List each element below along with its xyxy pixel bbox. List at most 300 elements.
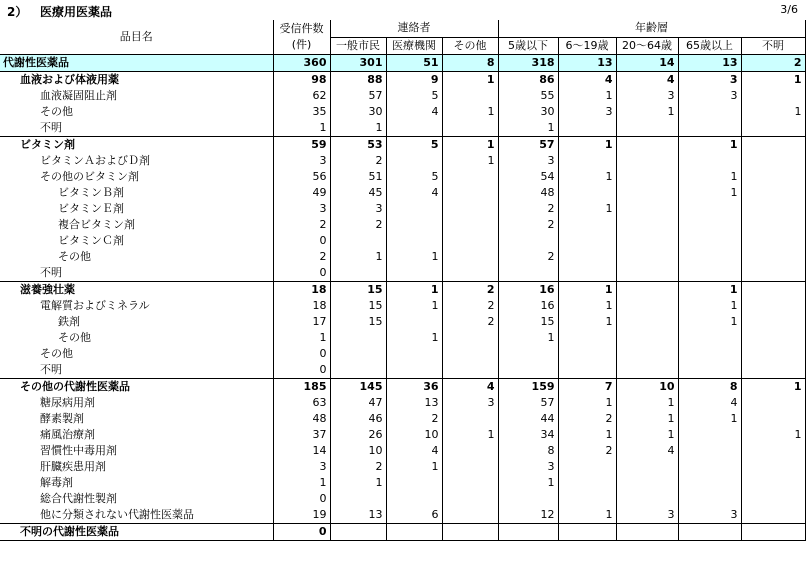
cell-contact-medical	[386, 201, 442, 217]
cell-contact-medical	[386, 346, 442, 362]
cell-age-under5: 16	[498, 281, 558, 298]
cell-contact-public: 1	[330, 120, 386, 137]
cell-contact-other	[442, 475, 498, 491]
cell-age-6-19	[558, 265, 616, 282]
cell-age-unknown	[741, 120, 805, 137]
cell-age-unknown	[741, 346, 805, 362]
cell-contact-public: 145	[330, 378, 386, 395]
cell-age-65plus	[678, 491, 741, 507]
cell-contact-other	[442, 491, 498, 507]
table-header	[0, 20, 805, 54]
cell-age-20-64	[616, 475, 678, 491]
table-row	[0, 217, 805, 233]
row-label: その他のビタミン剤	[40, 169, 139, 183]
cell-age-6-19: 13	[558, 54, 616, 71]
cell-age-under5	[498, 362, 558, 379]
cell-contact-medical: 4	[386, 443, 442, 459]
cell-age-under5: 2	[498, 217, 558, 233]
cell-contact-medical: 5	[386, 169, 442, 185]
cell-age-unknown	[741, 395, 805, 411]
row-label: 総合代謝性製剤	[40, 491, 117, 505]
row-label: 習慣性中毒用剤	[40, 443, 117, 457]
cell-contact-medical	[386, 120, 442, 137]
row-label: 血液および体液用薬	[0, 71, 273, 88]
row-label: その他	[58, 249, 91, 263]
cell-age-20-64	[616, 136, 678, 153]
header-received	[273, 20, 330, 54]
cell-contact-other: 2	[442, 298, 498, 314]
cell-age-65plus: 1	[678, 411, 741, 427]
table-row	[0, 265, 805, 282]
cell-contact-other	[442, 507, 498, 524]
cell-contact-other	[442, 330, 498, 346]
cell-received: 0	[273, 362, 330, 379]
cell-age-under5	[498, 346, 558, 362]
cell-age-20-64: 1	[616, 395, 678, 411]
table-row	[0, 120, 805, 137]
header-contact-public: 一般市民	[330, 37, 386, 54]
cell-received: 49	[273, 185, 330, 201]
table-row	[0, 298, 805, 314]
row-label: 解毒剤	[40, 475, 73, 489]
cell-age-unknown: 1	[741, 427, 805, 443]
cell-age-under5: 44	[498, 411, 558, 427]
cell-age-unknown	[741, 298, 805, 314]
cell-age-65plus	[678, 104, 741, 120]
cell-received: 62	[273, 88, 330, 104]
cell-age-20-64: 14	[616, 54, 678, 71]
cell-age-20-64: 4	[616, 443, 678, 459]
cell-contact-public: 47	[330, 395, 386, 411]
row-label: 血液凝固阻止剤	[40, 88, 117, 102]
cell-received: 0	[273, 491, 330, 507]
page-number: 3/6	[780, 3, 798, 16]
header-age-65plus: 65歳以上	[678, 37, 741, 54]
row-label: ビタミンＢ剤	[58, 185, 124, 199]
cell-contact-public	[330, 362, 386, 379]
cell-age-unknown	[741, 443, 805, 459]
cell-age-65plus	[678, 120, 741, 137]
cell-contact-other: 1	[442, 136, 498, 153]
cell-age-6-19	[558, 362, 616, 379]
cell-age-20-64	[616, 523, 678, 540]
cell-contact-medical	[386, 491, 442, 507]
cell-contact-other: 2	[442, 281, 498, 298]
cell-contact-medical: 51	[386, 54, 442, 71]
cell-age-under5: 48	[498, 185, 558, 201]
cell-age-6-19: 1	[558, 169, 616, 185]
cell-received: 0	[273, 265, 330, 282]
cell-contact-medical: 10	[386, 427, 442, 443]
cell-age-unknown	[741, 362, 805, 379]
cell-age-20-64	[616, 185, 678, 201]
cell-age-under5: 55	[498, 88, 558, 104]
section-title: 医療用医薬品	[40, 5, 113, 19]
cell-age-unknown	[741, 249, 805, 265]
row-label: 滋養強壮薬	[0, 281, 273, 298]
table-row	[0, 459, 805, 475]
cell-contact-other	[442, 169, 498, 185]
cell-contact-other: 1	[442, 71, 498, 88]
cell-age-6-19: 2	[558, 411, 616, 427]
cell-contact-public: 301	[330, 54, 386, 71]
cell-age-65plus: 3	[678, 71, 741, 88]
cell-age-6-19: 1	[558, 507, 616, 524]
table-row	[0, 169, 805, 185]
row-label: 不明	[40, 265, 62, 279]
cell-contact-medical: 9	[386, 71, 442, 88]
cell-age-20-64: 3	[616, 507, 678, 524]
cell-contact-public: 1	[330, 249, 386, 265]
table-row	[0, 346, 805, 362]
cell-age-20-64	[616, 169, 678, 185]
cell-age-6-19: 1	[558, 298, 616, 314]
cell-contact-medical: 1	[386, 298, 442, 314]
cell-received: 3	[273, 153, 330, 169]
cell-age-65plus: 1	[678, 314, 741, 330]
cell-age-20-64	[616, 362, 678, 379]
cell-age-under5	[498, 265, 558, 282]
cell-contact-public: 2	[330, 459, 386, 475]
cell-age-unknown	[741, 265, 805, 282]
cell-age-unknown	[741, 314, 805, 330]
cell-contact-other	[442, 523, 498, 540]
row-label: ビタミンＣ剤	[58, 233, 124, 247]
cell-age-65plus	[678, 330, 741, 346]
row-label: 他に分類されない代謝性医薬品	[40, 507, 194, 521]
cell-age-6-19: 1	[558, 88, 616, 104]
cell-contact-medical	[386, 217, 442, 233]
cell-age-65plus: 1	[678, 169, 741, 185]
row-label: 代謝性医薬品	[0, 54, 273, 71]
cell-contact-public	[330, 523, 386, 540]
cell-received: 14	[273, 443, 330, 459]
cell-received: 37	[273, 427, 330, 443]
cell-age-65plus	[678, 443, 741, 459]
cell-age-unknown	[741, 475, 805, 491]
cell-age-65plus	[678, 475, 741, 491]
cell-contact-public	[330, 265, 386, 282]
cell-age-65plus	[678, 427, 741, 443]
cell-age-65plus: 1	[678, 298, 741, 314]
cell-contact-medical: 5	[386, 136, 442, 153]
cell-age-6-19: 1	[558, 281, 616, 298]
cell-age-65plus	[678, 523, 741, 540]
cell-received: 48	[273, 411, 330, 427]
table-row	[0, 54, 805, 71]
header-received-line2: (件)	[291, 37, 312, 51]
cell-age-unknown	[741, 185, 805, 201]
cell-age-20-64	[616, 265, 678, 282]
cell-age-20-64	[616, 491, 678, 507]
cell-received: 59	[273, 136, 330, 153]
table-row	[0, 475, 805, 491]
cell-age-6-19	[558, 346, 616, 362]
cell-age-unknown	[741, 233, 805, 249]
table-row	[0, 249, 805, 265]
table-row	[0, 362, 805, 379]
cell-age-65plus	[678, 217, 741, 233]
cell-received: 35	[273, 104, 330, 120]
row-label: その他	[58, 330, 91, 344]
row-label: 酵素製剤	[40, 411, 84, 425]
cell-age-under5: 3	[498, 153, 558, 169]
cell-contact-medical	[386, 362, 442, 379]
cell-age-under5: 34	[498, 427, 558, 443]
cell-age-6-19: 1	[558, 395, 616, 411]
cell-age-unknown: 1	[741, 104, 805, 120]
cell-contact-public	[330, 233, 386, 249]
cell-contact-medical	[386, 314, 442, 330]
row-label: 不明	[40, 362, 62, 376]
cell-age-65plus	[678, 201, 741, 217]
cell-age-unknown: 1	[741, 378, 805, 395]
cell-age-under5	[498, 233, 558, 249]
cell-received: 2	[273, 249, 330, 265]
table-row	[0, 330, 805, 346]
cell-contact-medical	[386, 153, 442, 169]
cell-contact-public	[330, 346, 386, 362]
cell-age-20-64	[616, 233, 678, 249]
cell-contact-other	[442, 362, 498, 379]
cell-contact-medical	[386, 265, 442, 282]
cell-age-unknown	[741, 281, 805, 298]
table-row	[0, 136, 805, 153]
cell-contact-public: 88	[330, 71, 386, 88]
cell-contact-other	[442, 233, 498, 249]
cell-received: 3	[273, 201, 330, 217]
table-row	[0, 314, 805, 330]
cell-contact-public: 30	[330, 104, 386, 120]
cell-age-20-64	[616, 281, 678, 298]
cell-age-65plus: 4	[678, 395, 741, 411]
header-item-name: 品目名	[0, 20, 273, 54]
cell-age-65plus	[678, 153, 741, 169]
cell-contact-public: 1	[330, 475, 386, 491]
cell-age-under5: 57	[498, 136, 558, 153]
table-row	[0, 88, 805, 104]
cell-contact-other	[442, 443, 498, 459]
row-label: ビタミンＡおよびＤ剤	[40, 153, 150, 167]
cell-received: 1	[273, 330, 330, 346]
cell-contact-other: 1	[442, 427, 498, 443]
cell-contact-public: 13	[330, 507, 386, 524]
cell-age-under5: 57	[498, 395, 558, 411]
cell-age-20-64	[616, 459, 678, 475]
cell-contact-public	[330, 491, 386, 507]
table-row	[0, 281, 805, 298]
cell-age-20-64: 10	[616, 378, 678, 395]
cell-contact-public: 57	[330, 88, 386, 104]
cell-age-65plus	[678, 459, 741, 475]
cell-age-unknown	[741, 153, 805, 169]
cell-contact-other	[442, 120, 498, 137]
cell-contact-other	[442, 217, 498, 233]
cell-age-6-19: 4	[558, 71, 616, 88]
cell-age-65plus	[678, 362, 741, 379]
cell-age-under5: 12	[498, 507, 558, 524]
table-row	[0, 201, 805, 217]
cell-received: 63	[273, 395, 330, 411]
cell-received: 1	[273, 120, 330, 137]
row-label: 複合ビタミン剤	[58, 217, 135, 231]
cell-age-under5: 16	[498, 298, 558, 314]
cell-contact-other: 1	[442, 153, 498, 169]
row-label: 肝臓疾患用剤	[40, 459, 106, 473]
cell-age-6-19: 1	[558, 314, 616, 330]
cell-age-6-19: 1	[558, 201, 616, 217]
table-row	[0, 491, 805, 507]
cell-contact-other	[442, 201, 498, 217]
cell-age-20-64	[616, 249, 678, 265]
row-label: その他	[40, 104, 73, 118]
table-row	[0, 378, 805, 395]
cell-age-6-19	[558, 491, 616, 507]
row-label: 不明の代謝性医薬品	[0, 523, 273, 540]
cell-age-6-19	[558, 249, 616, 265]
cell-age-under5	[498, 491, 558, 507]
cell-contact-public: 15	[330, 281, 386, 298]
header-age-6-19: 6～19歳	[558, 37, 616, 54]
cell-age-20-64: 3	[616, 88, 678, 104]
cell-contact-medical: 1	[386, 330, 442, 346]
row-label: その他	[40, 346, 73, 360]
cell-received: 2	[273, 217, 330, 233]
cell-age-6-19	[558, 120, 616, 137]
cell-age-under5: 8	[498, 443, 558, 459]
cell-age-20-64	[616, 330, 678, 346]
row-label: ビタミンＥ剤	[58, 201, 124, 215]
cell-age-65plus: 1	[678, 136, 741, 153]
section-number: 2）	[7, 5, 28, 19]
cell-age-65plus: 1	[678, 185, 741, 201]
table-row	[0, 395, 805, 411]
cell-received: 98	[273, 71, 330, 88]
cell-age-under5: 1	[498, 120, 558, 137]
cell-age-6-19: 2	[558, 443, 616, 459]
cell-age-65plus: 1	[678, 281, 741, 298]
cell-age-20-64	[616, 217, 678, 233]
cell-contact-public: 2	[330, 217, 386, 233]
cell-age-under5: 3	[498, 459, 558, 475]
cell-age-unknown	[741, 411, 805, 427]
cell-age-unknown	[741, 491, 805, 507]
cell-age-under5: 2	[498, 201, 558, 217]
cell-age-6-19	[558, 233, 616, 249]
cell-received: 18	[273, 281, 330, 298]
cell-age-under5: 54	[498, 169, 558, 185]
row-label: 不明	[40, 120, 62, 134]
cell-received: 0	[273, 346, 330, 362]
cell-contact-public: 53	[330, 136, 386, 153]
cell-age-6-19	[558, 459, 616, 475]
report-header	[0, 0, 806, 20]
cell-contact-other	[442, 185, 498, 201]
cell-age-unknown	[741, 217, 805, 233]
cell-age-under5	[498, 523, 558, 540]
cell-age-65plus	[678, 346, 741, 362]
row-label: ビタミン剤	[0, 136, 273, 153]
cell-age-under5: 318	[498, 54, 558, 71]
cell-age-20-64: 4	[616, 71, 678, 88]
cell-age-20-64	[616, 120, 678, 137]
cell-age-6-19	[558, 153, 616, 169]
cell-age-20-64	[616, 314, 678, 330]
cell-age-unknown	[741, 136, 805, 153]
cell-contact-medical: 13	[386, 395, 442, 411]
cell-contact-medical: 1	[386, 281, 442, 298]
table-row	[0, 523, 805, 540]
cell-contact-other	[442, 346, 498, 362]
cell-contact-medical: 6	[386, 507, 442, 524]
cell-contact-public: 2	[330, 153, 386, 169]
cell-age-20-64: 1	[616, 427, 678, 443]
cell-received: 3	[273, 459, 330, 475]
cell-received: 360	[273, 54, 330, 71]
cell-contact-medical: 1	[386, 459, 442, 475]
cell-age-under5: 15	[498, 314, 558, 330]
cell-age-6-19: 1	[558, 136, 616, 153]
cell-age-unknown	[741, 523, 805, 540]
cell-received: 1	[273, 475, 330, 491]
cell-age-65plus: 3	[678, 507, 741, 524]
table-row	[0, 153, 805, 169]
cell-received: 0	[273, 233, 330, 249]
cell-contact-public: 51	[330, 169, 386, 185]
cell-age-6-19	[558, 523, 616, 540]
row-label: 痛風治療剤	[40, 427, 95, 441]
cell-contact-other: 8	[442, 54, 498, 71]
cell-age-6-19	[558, 475, 616, 491]
cell-age-under5: 1	[498, 330, 558, 346]
cell-age-65plus	[678, 233, 741, 249]
cell-age-20-64: 1	[616, 104, 678, 120]
cell-contact-other	[442, 265, 498, 282]
cell-contact-medical	[386, 475, 442, 491]
table-row	[0, 507, 805, 524]
cell-contact-other: 1	[442, 104, 498, 120]
cell-contact-medical: 36	[386, 378, 442, 395]
row-label: 鉄剤	[58, 314, 80, 328]
cell-contact-public: 3	[330, 201, 386, 217]
table-row	[0, 427, 805, 443]
cell-contact-medical: 2	[386, 411, 442, 427]
header-contact-other: その他	[442, 37, 498, 54]
cell-contact-medical	[386, 233, 442, 249]
cell-contact-other: 4	[442, 378, 498, 395]
cell-age-65plus: 3	[678, 88, 741, 104]
cell-contact-medical: 5	[386, 88, 442, 104]
header-contact-medical: 医療機関	[386, 37, 442, 54]
cell-age-under5: 1	[498, 475, 558, 491]
cell-contact-medical	[386, 523, 442, 540]
table-row	[0, 443, 805, 459]
cell-age-under5: 30	[498, 104, 558, 120]
cell-received: 0	[273, 523, 330, 540]
cell-age-65plus	[678, 265, 741, 282]
cell-contact-medical: 4	[386, 185, 442, 201]
row-label: 電解質およびミネラル	[40, 298, 150, 312]
cell-age-20-64	[616, 153, 678, 169]
cell-contact-other	[442, 249, 498, 265]
row-label: その他の代謝性医薬品	[0, 378, 273, 395]
cell-contact-public: 26	[330, 427, 386, 443]
cell-contact-other	[442, 411, 498, 427]
header-age-under5: 5歳以下	[498, 37, 558, 54]
header-received-line1: 受信件数	[279, 21, 324, 35]
cell-age-under5: 159	[498, 378, 558, 395]
cell-contact-other: 3	[442, 395, 498, 411]
